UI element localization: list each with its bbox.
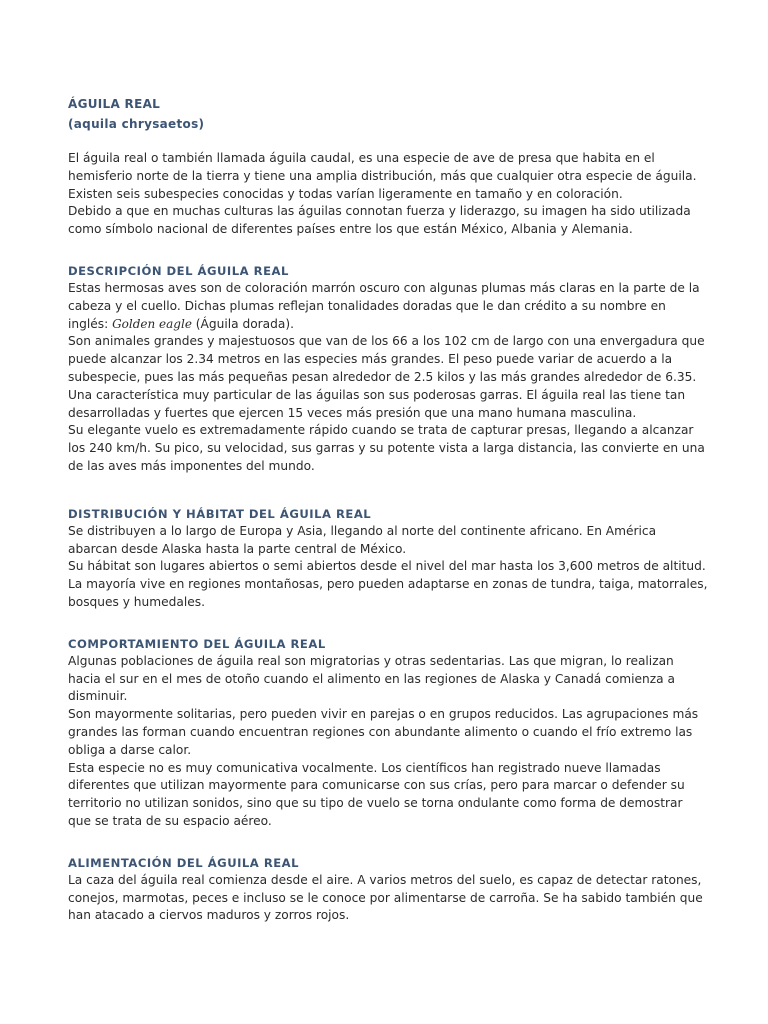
section-heading-alimentacion: ALIMENTACIÓN DEL ÁGUILA REAL <box>68 855 300 870</box>
section-heading-descripcion: DESCRIPCIÓN DEL ÁGUILA REAL <box>68 263 289 278</box>
alimentacion-paragraph-1: La caza del águila real comienza desde el aire. A varios metros del suelo, es capaz de detectar ratones, conejos, marmotas, peces e incluso se le conoce por alimentarse de carroña. Se ha sabido también que han atacado a ciervos maduros y zorros rojos. <box>68 872 703 923</box>
section-heading-comportamiento: COMPORTAMIENTO DEL ÁGUILA REAL <box>68 636 326 651</box>
intro-section <box>68 150 708 239</box>
intro-paragraph-1: El águila real o también llamada águila caudal, es una especie de ave de presa que habita en el hemisferio norte de la tierra y tiene una amplia distribución, más que cualquier otra especie de águila. Existen seis subespecies conocidas y todas varían ligeramente en tamaño y en coloración. <box>68 151 697 201</box>
intro-paragraph-2: Debido a que en muchas culturas las águilas connotan fuerza y liderazgo, su imagen ha sido utilizada como símbolo nacional de diferentes países entre los que están México, Albania y Alemania. <box>68 204 691 237</box>
descripcion-paragraph-1 <box>68 280 708 333</box>
distribucion-paragraph-2: Su hábitat son lugares abiertos o semi abiertos desde el nivel del mar hasta los 3,600 metros de altitud. La mayoría vive en regiones montañosas, pero pueden adaptarse en zonas de tundra, taiga, matorrales, bosques y humedales. <box>68 559 708 609</box>
title-block <box>68 94 708 134</box>
descripcion-paragraph-4: Su elegante vuelo es extremadamente rápido cuando se trata de capturar presas, llegando a alcanzar los 240 km/h. Su pico, su velocidad, sus garras y su potente vista a larga distancia, las convierte en una de las aves más imponentes del mundo. <box>68 423 705 473</box>
descripcion-p1-text: Estas hermosas aves son de coloración marrón oscuro con algunas plumas más claras en la parte de la cabeza y el cuello. Dichas plumas reflejan tonalidades doradas que le dan crédito a su nombre en inglés: <box>68 280 700 331</box>
descripcion-paragraph-2: Son animales grandes y majestuosos que van de los 66 a los 102 cm de largo con una envergadura que puede alcanzar los 2.34 metros en las especies más grandes. El peso puede variar de acuerdo a la subespecie, pues las más pequeñas pesan alrededor de 2.5 kilos y las más grandes alrededor de 6.35. <box>68 334 705 384</box>
section-heading-distribucion: DISTRIBUCIÓN Y HÁBITAT DEL ÁGUILA REAL <box>68 506 372 521</box>
section-descripcion <box>68 262 708 476</box>
comportamiento-paragraph-2: Son mayormente solitarias, pero pueden vivir en parejas o en grupos reducidos. Las agrupaciones más grandes las forman cuando encuentran regiones con abundante alimento o cuando el frío extremo las obliga a darse calor. <box>68 707 699 757</box>
document-subtitle: (aquila chrysaetos) <box>68 117 205 131</box>
section-distribucion <box>68 505 708 612</box>
descripcion-p1-tail: (Águila dorada). <box>191 316 294 331</box>
comportamiento-paragraph-1: Algunas poblaciones de águila real son migratorias y otras sedentarias. Las que migran, lo realizan hacia el sur en el mes de otoño cuando el alimento en las regiones de Alaska y Canadá comienza a disminuir. <box>68 653 675 704</box>
document-title: ÁGUILA REAL <box>68 97 161 111</box>
descripcion-paragraph-3: Una característica muy particular de las águilas son sus poderosas garras. El águila real las tiene tan desarrolladas y fuertes que ejercen 15 veces más presión que una mano humana masculina. <box>68 387 686 420</box>
distribucion-paragraph-1: Se distribuyen a lo largo de Europa y Asia, llegando al norte del continente africano. En América abarcan desde Alaska hasta la parte central de México. <box>68 523 657 556</box>
section-alimentacion <box>68 854 708 925</box>
golden-eagle-term: Golden eagle <box>112 316 192 331</box>
comportamiento-paragraph-3: Esta especie no es muy comunicativa vocalmente. Los científicos han registrado nueve llamadas diferentes que utilizan mayormente para comunicarse con sus crías, pero para marcar o defender su territorio no utilizan sonidos, sino que su tipo de vuelo se torna ondulante como forma de demostrar que se trata de su espacio aéreo. <box>68 760 685 828</box>
section-comportamiento <box>68 635 708 831</box>
